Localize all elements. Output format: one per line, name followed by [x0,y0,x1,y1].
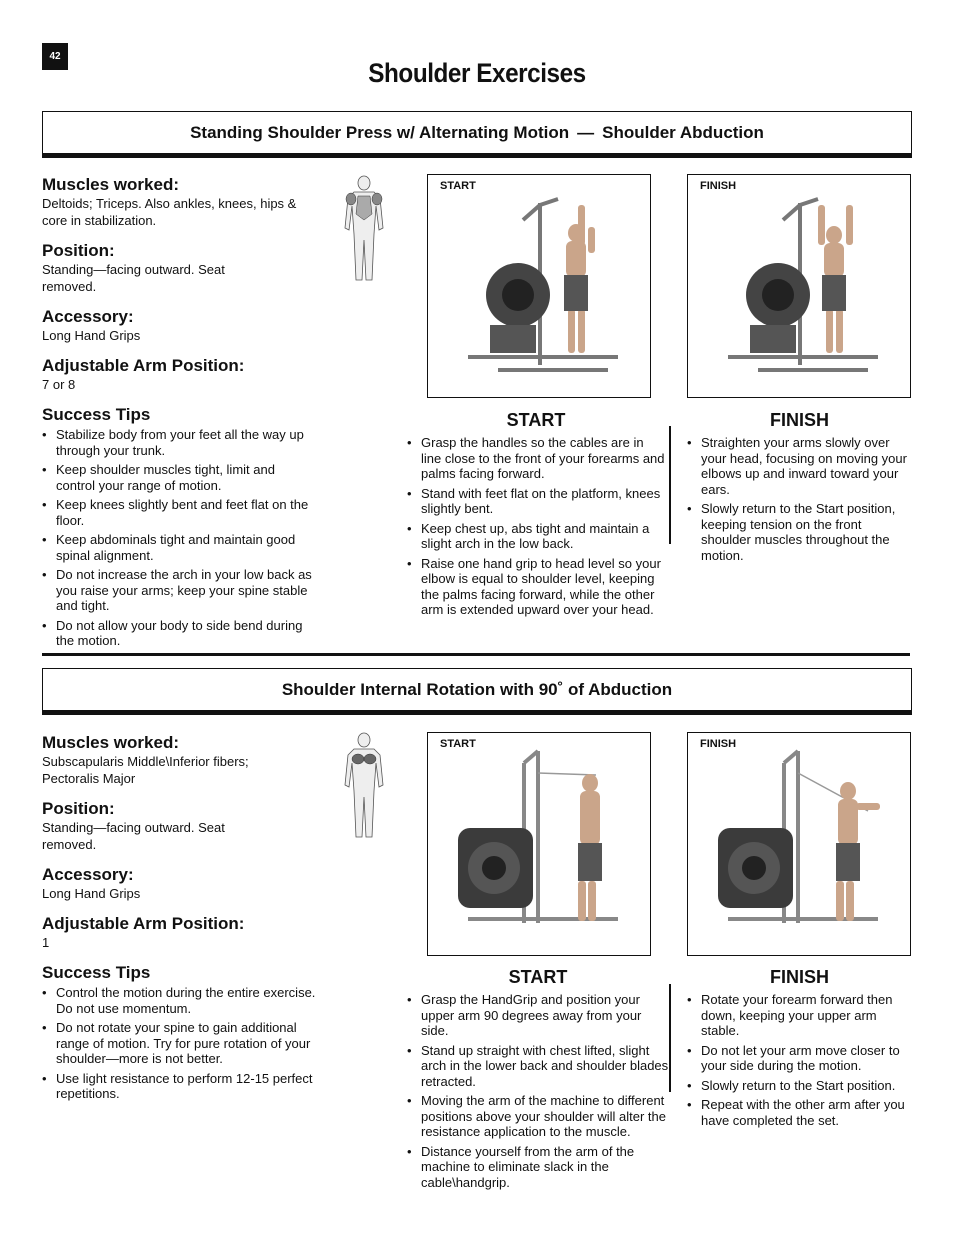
exercise-1-banner [42,111,912,158]
start-photo-2 [427,732,651,956]
exercise-2-banner [42,668,912,715]
arm-position-text: 7 or 8 [42,377,76,392]
tip-item: • Use light resistance to perform 12-15 perfect repetitions. [42,1071,317,1102]
exercise-2-details [42,733,317,1106]
finish-instructions-1 [687,410,912,567]
start-step: • Distance yourself from the arm of the machine to eliminate slack in the cable\handgrip. [407,1144,669,1191]
tip-item: • Stabilize body from your feet all the way up through your trunk. [42,427,317,458]
start-instructions-1 [407,410,665,622]
machine-illustration [688,733,910,955]
start-photo-1 [427,174,651,398]
muscles-heading: Muscles worked: [42,175,179,194]
start-step: • Moving the arm of the machine to different positions above your shoulder will alter the resistance application to the muscle. [407,1093,669,1140]
exercise-2-title: Shoulder Internal Rotation with 90˚ of Abduction [281,679,673,699]
success-tips-heading: Success Tips [42,405,151,424]
start-heading: START [506,410,566,430]
start-step: • Stand with feet flat on the platform, knees slightly bent. [407,486,665,517]
finish-heading: FINISH [769,967,829,987]
success-tips-list [42,985,317,1102]
accessory-heading: Accessory: [42,307,134,326]
section-divider [42,653,910,656]
finish-instructions-2 [687,967,912,1132]
tip-item: • Keep abdominals tight and maintain good spinal alignment. [42,532,317,563]
finish-step: • Do not let your arm move closer to your side during the motion. [687,1043,912,1074]
muscles-text: Subscapularis Middle\Inferior fibers; Pectoralis Major [42,754,249,786]
page-title: Shoulder Exercises [368,58,586,88]
banner-dash: — [577,122,595,142]
accessory-text: Long Hand Grips [42,328,141,343]
exercise-1-title: Standing Shoulder Press w/ Alternating Motion [190,122,570,142]
finish-step: • Slowly return to the Start position. [687,1078,912,1094]
page-number: 42 [42,43,68,70]
finish-heading: FINISH [769,410,829,430]
start-step: • Grasp the handles so the cables are in line close to the front of your forearms and palms facing forward. [407,435,665,482]
finish-step: • Slowly return to the Start position, keeping tension on the front shoulder muscles throughout the motion. [687,501,912,563]
tip-item: • Do not increase the arch in your low back as you raise your arms; keep your spine stable and tight. [42,567,317,614]
muscle-anatomy-figure-1 [336,174,392,286]
finish-step: • Rotate your forearm forward then down, keeping your upper arm stable. [687,992,912,1039]
tip-item: • Control the motion during the entire exercise. Do not use momentum. [42,985,317,1016]
success-tips-list [42,427,317,649]
exercise-1-subtitle: Shoulder Abduction [602,122,764,142]
accessory-heading: Accessory: [42,865,134,884]
finish-photo-label: FINISH [700,180,737,192]
tip-item: • Keep shoulder muscles tight, limit and control your range of motion. [42,462,317,493]
arm-position-text: 1 [42,935,50,950]
machine-illustration [688,175,910,397]
tip-item: • Do not allow your body to side bend during the motion. [42,618,317,649]
finish-photo-label: FINISH [700,738,737,750]
arm-position-heading: Adjustable Arm Position: [42,356,245,375]
start-photo-label: START [440,738,476,750]
position-text: Standing—facing outward. Seat removed. [42,262,225,294]
accessory-text: Long Hand Grips [42,886,141,901]
tip-item: • Keep knees slightly bent and feet flat on the floor. [42,497,317,528]
start-step: • Stand up straight with chest lifted, slight arch in the lower back and shoulder blades retracted. [407,1043,669,1090]
muscle-anatomy-figure-2 [336,731,392,843]
finish-photo-1 [687,174,911,398]
start-step: • Raise one hand grip to head level so your elbow is equal to shoulder level, keeping the palms facing forward, while the other arm is extended upward over your head. [407,556,665,618]
column-divider [669,984,671,1092]
muscles-heading: Muscles worked: [42,733,179,752]
start-instructions-2 [407,967,669,1194]
tip-item: • Do not rotate your spine to gain additional range of motion. Try for pure rotation of your shoulder—more is not better. [42,1020,317,1067]
column-divider [669,426,671,544]
machine-illustration [428,733,650,955]
start-heading: START [508,967,568,987]
finish-photo-2 [687,732,911,956]
arm-position-heading: Adjustable Arm Position: [42,914,245,933]
finish-step: • Repeat with the other arm after you have completed the set. [687,1097,912,1128]
position-heading: Position: [42,241,115,260]
exercise-1-details [42,175,317,653]
success-tips-heading: Success Tips [42,963,151,982]
start-step: • Keep chest up, abs tight and maintain a slight arch in the low back. [407,521,665,552]
muscles-text: Deltoids; Triceps. Also ankles, knees, hips & core in stabilization. [42,196,297,228]
position-text: Standing—facing outward. Seat removed. [42,820,225,852]
machine-illustration [428,175,650,397]
finish-step: • Straighten your arms slowly over your head, focusing on moving your elbows up and inward toward your ears. [687,435,912,497]
position-heading: Position: [42,799,115,818]
start-step: • Grasp the HandGrip and position your upper arm 90 degrees away from your side. [407,992,669,1039]
start-photo-label: START [440,180,476,192]
